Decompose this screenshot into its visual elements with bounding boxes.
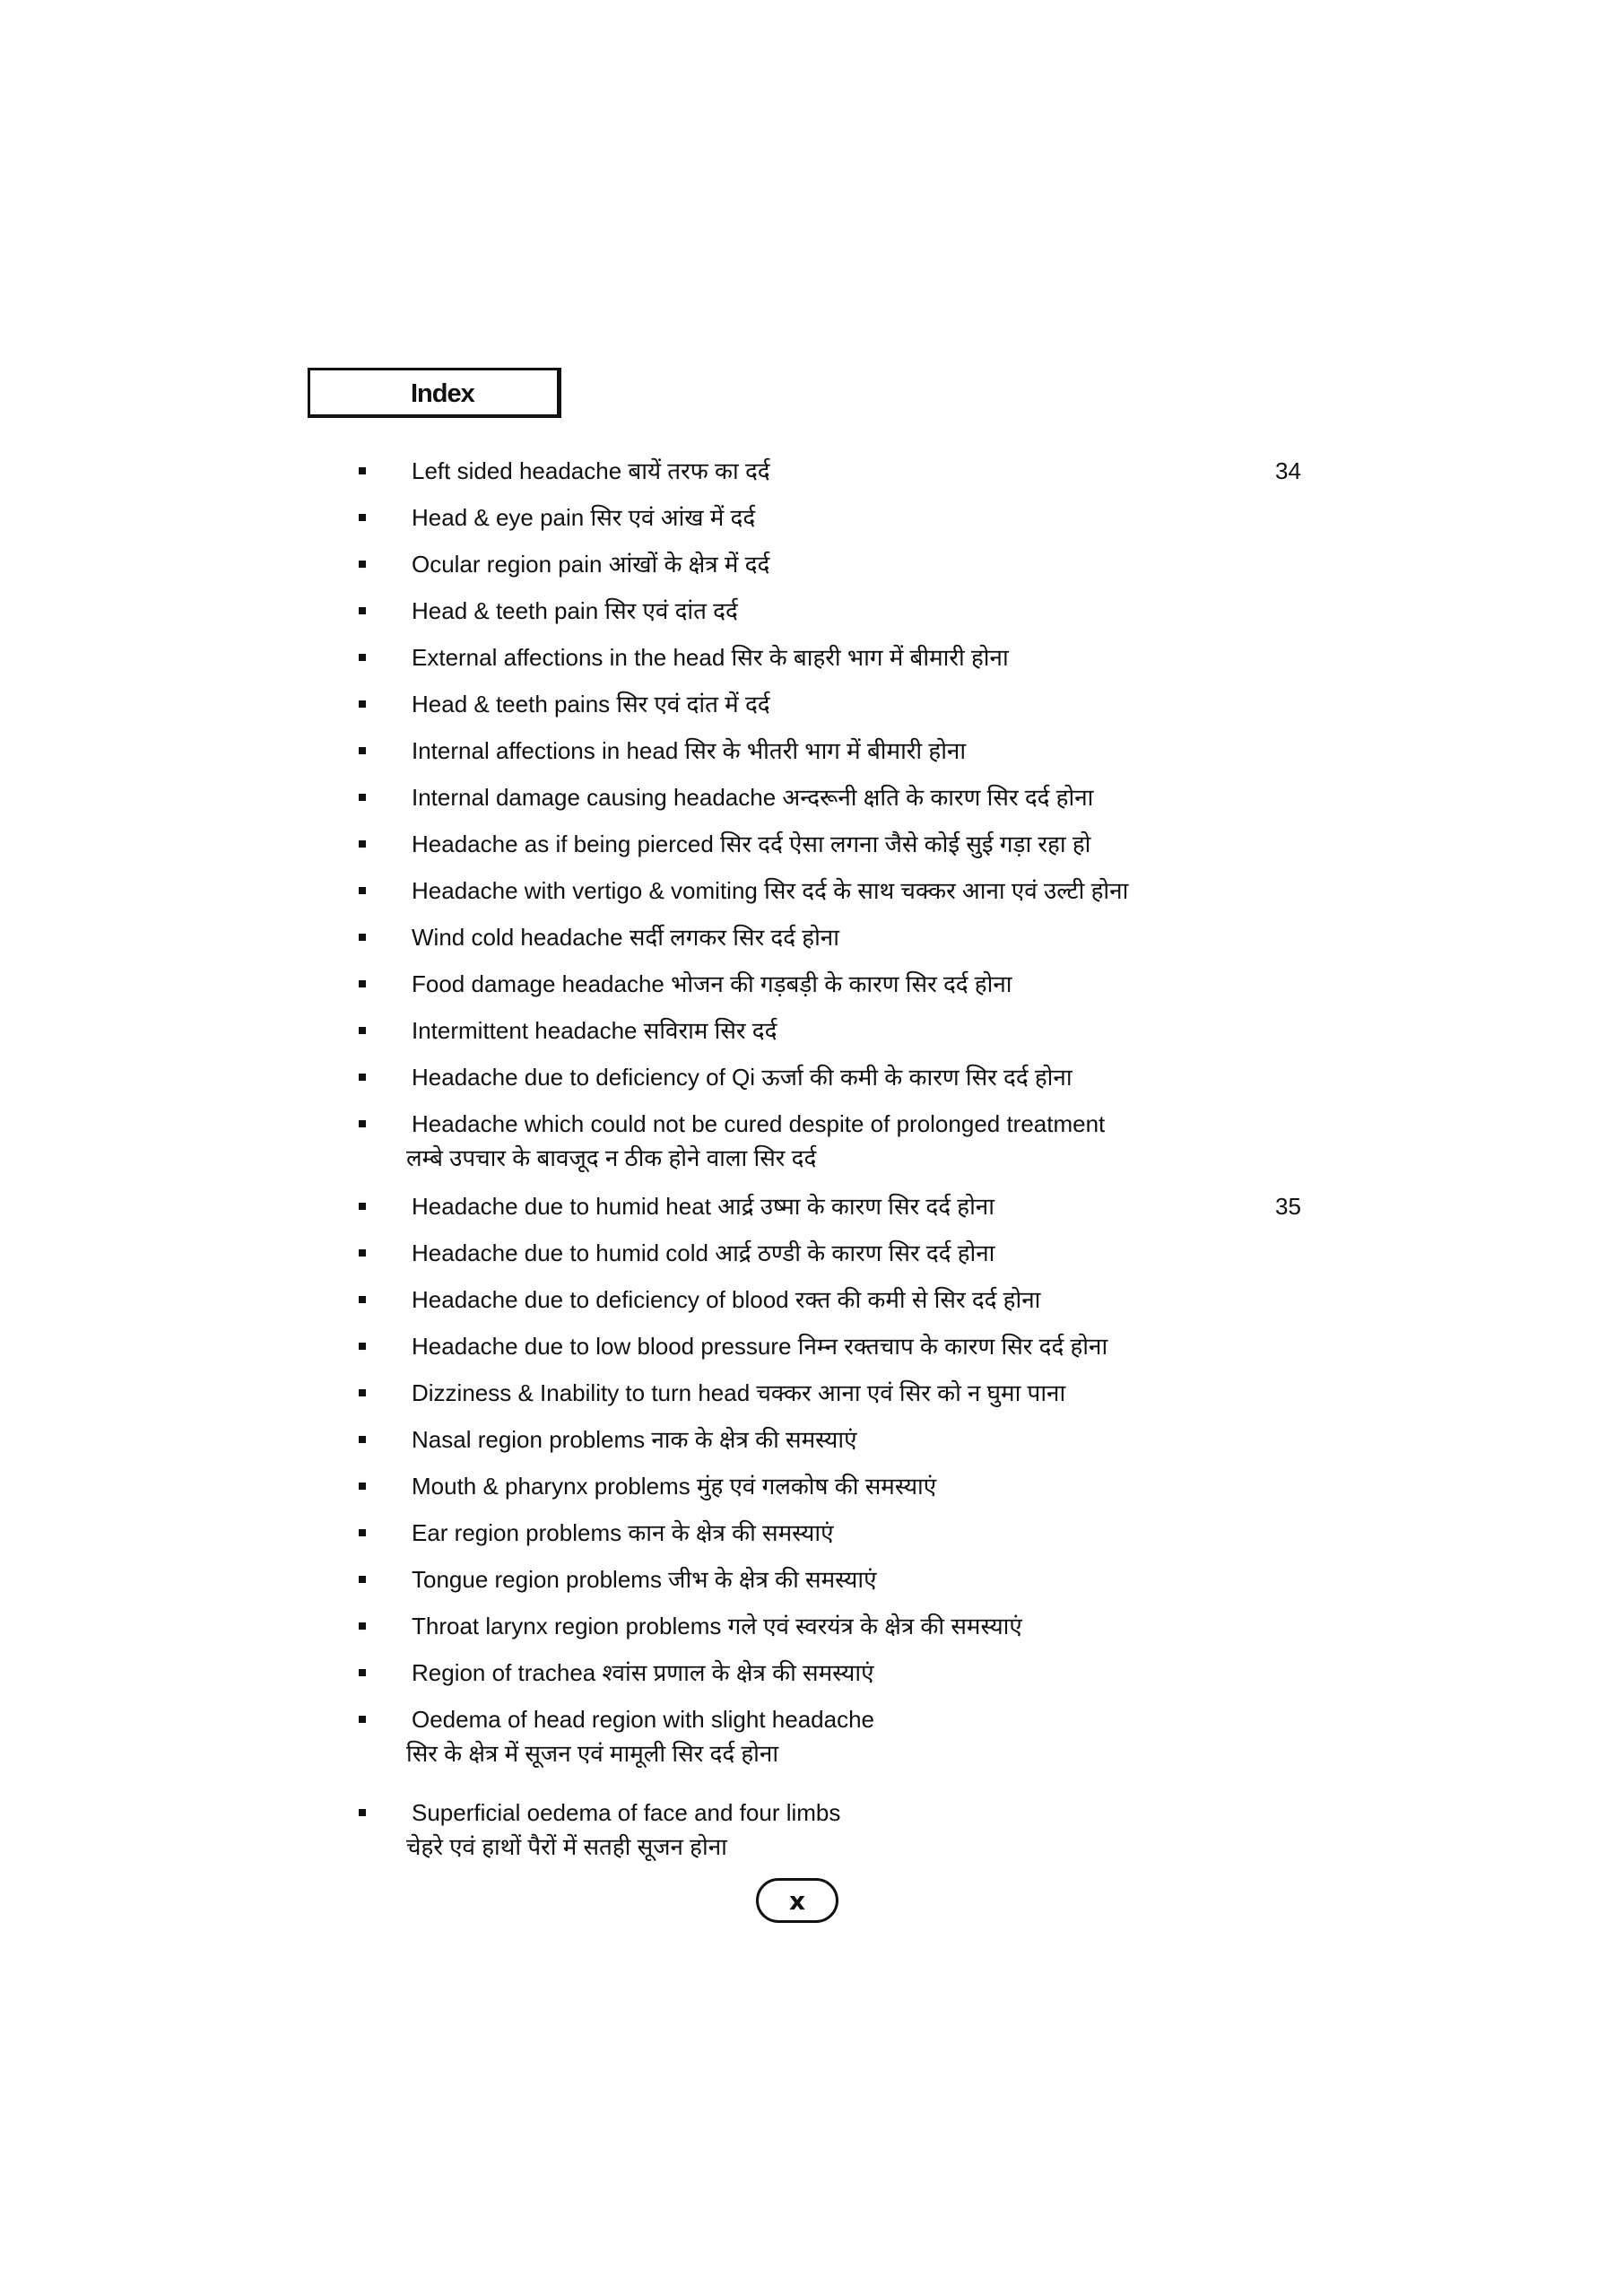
entry-title: Left sided headache बायें तरफ का दर्द [412, 457, 770, 484]
bullet-icon [359, 934, 366, 941]
entry-subtitle: सिर के क्षेत्र में सूजन एवं मामूली सिर दर्द होना [406, 1740, 779, 1767]
index-heading-box [308, 368, 561, 418]
bullet-icon [359, 1622, 366, 1630]
entry-title: Headache with vertigo & vomiting सिर दर्द के साथ चक्कर आना एवं उल्टी होना [412, 877, 1129, 904]
bullet-icon [359, 1074, 366, 1081]
bullet-icon [359, 1120, 366, 1127]
entry-title: Throat larynx region problems गले एवं स्वरयंत्र के क्षेत्र की समस्याएं [412, 1613, 1022, 1639]
bullet-icon [359, 1576, 366, 1583]
entry-title: External affections in the head सिर के बाहरी भाग में बीमारी होना [412, 644, 1009, 671]
entry-title: Headache due to low blood pressure निम्न रक्तचाप के कारण सिर दर्द होना [412, 1333, 1108, 1360]
bullet-icon [359, 1483, 366, 1490]
bullet-icon [359, 1027, 366, 1034]
entry-title: Headache due to humid cold आर्द्र ठण्डी के कारण सिर दर्द होना [412, 1239, 995, 1266]
entry-title: Superficial oedema of face and four limbs [412, 1799, 841, 1826]
entry-title: Wind cold headache सर्दी लगकर सिर दर्द होना [412, 924, 839, 951]
bullet-icon [359, 980, 366, 987]
entry-title: Headache which could not be cured despite of prolonged treatment [412, 1110, 1106, 1137]
entry-title: Intermittent headache सविराम सिर दर्द [412, 1017, 777, 1044]
bullet-icon [359, 514, 366, 521]
entry-page-number: 35 [1275, 1193, 1301, 1220]
bullet-icon [359, 1249, 366, 1257]
entry-title: Headache due to humid heat आर्द्र उष्मा के कारण सिर दर्द होना [412, 1193, 994, 1220]
bullet-icon [359, 1343, 366, 1350]
entry-title: Nasal region problems नाक के क्षेत्र की समस्याएं [412, 1426, 857, 1453]
bullet-icon [359, 654, 366, 661]
page-number: x [756, 1878, 838, 1923]
index-heading: Index [411, 379, 474, 408]
entry-title: Region of trachea श्वांस प्रणाल के क्षेत्र की समस्याएं [412, 1659, 874, 1686]
bullet-icon [359, 561, 366, 568]
bullet-icon [359, 840, 366, 848]
bullet-icon [359, 1436, 366, 1443]
bullet-icon [359, 700, 366, 708]
entry-title: Mouth & pharynx problems मुंह एवं गलकोष की समस्याएं [412, 1473, 937, 1500]
entry-subtitle: चेहरे एवं हाथों पैरों में सतही सूजन होना [406, 1833, 727, 1860]
bullet-icon [359, 1809, 366, 1816]
bullet-icon [359, 1296, 366, 1303]
bullet-icon [359, 1669, 366, 1676]
entry-title: Head & teeth pains सिर एवं दांत में दर्द [412, 691, 770, 718]
entry-title: Headache as if being pierced सिर दर्द ऐसा लगना जैसे कोई सुई गड़ा रहा हो [412, 831, 1091, 857]
bullet-icon [359, 1203, 366, 1210]
bullet-icon [359, 794, 366, 801]
bullet-icon [359, 887, 366, 894]
entry-page-number: 34 [1275, 457, 1301, 484]
bullet-icon [359, 747, 366, 754]
entry-title: Head & eye pain सिर एवं आंख में दर्द [412, 504, 756, 531]
bullet-icon [359, 607, 366, 614]
bullet-icon [359, 467, 366, 474]
entry-title: Internal damage causing headache अन्दरूनी क्षति के कारण सिर दर्द होना [412, 784, 1094, 811]
bullet-icon [359, 1716, 366, 1723]
entry-title: Ear region problems कान के क्षेत्र की समस्याएं [412, 1519, 834, 1546]
entry-title: Headache due to deficiency of blood रक्त की कमी से सिर दर्द होना [412, 1286, 1041, 1313]
entry-title: Oedema of head region with slight headache [412, 1706, 875, 1733]
bullet-icon [359, 1529, 366, 1536]
entry-title: Internal affections in head सिर के भीतरी भाग में बीमारी होना [412, 737, 967, 764]
entry-title: Head & teeth pain सिर एवं दांत दर्द [412, 597, 738, 624]
entry-title: Tongue region problems जीभ के क्षेत्र की समस्याएं [412, 1566, 877, 1593]
entry-title: Food damage headache भोजन की गड़बड़ी के कारण सिर दर्द होना [412, 970, 1012, 997]
entry-title: Ocular region pain आंखों के क्षेत्र में दर्द [412, 551, 770, 578]
entry-title: Dizziness & Inability to turn head चक्कर आना एवं सिर को न घुमा पाना [412, 1379, 1066, 1406]
entry-title: Headache due to deficiency of Qi ऊर्जा की कमी के कारण सिर दर्द होना [412, 1064, 1073, 1091]
entry-subtitle: लम्बे उपचार के बावजूद न ठीक होने वाला सिर दर्द [406, 1144, 817, 1171]
bullet-icon [359, 1389, 366, 1396]
